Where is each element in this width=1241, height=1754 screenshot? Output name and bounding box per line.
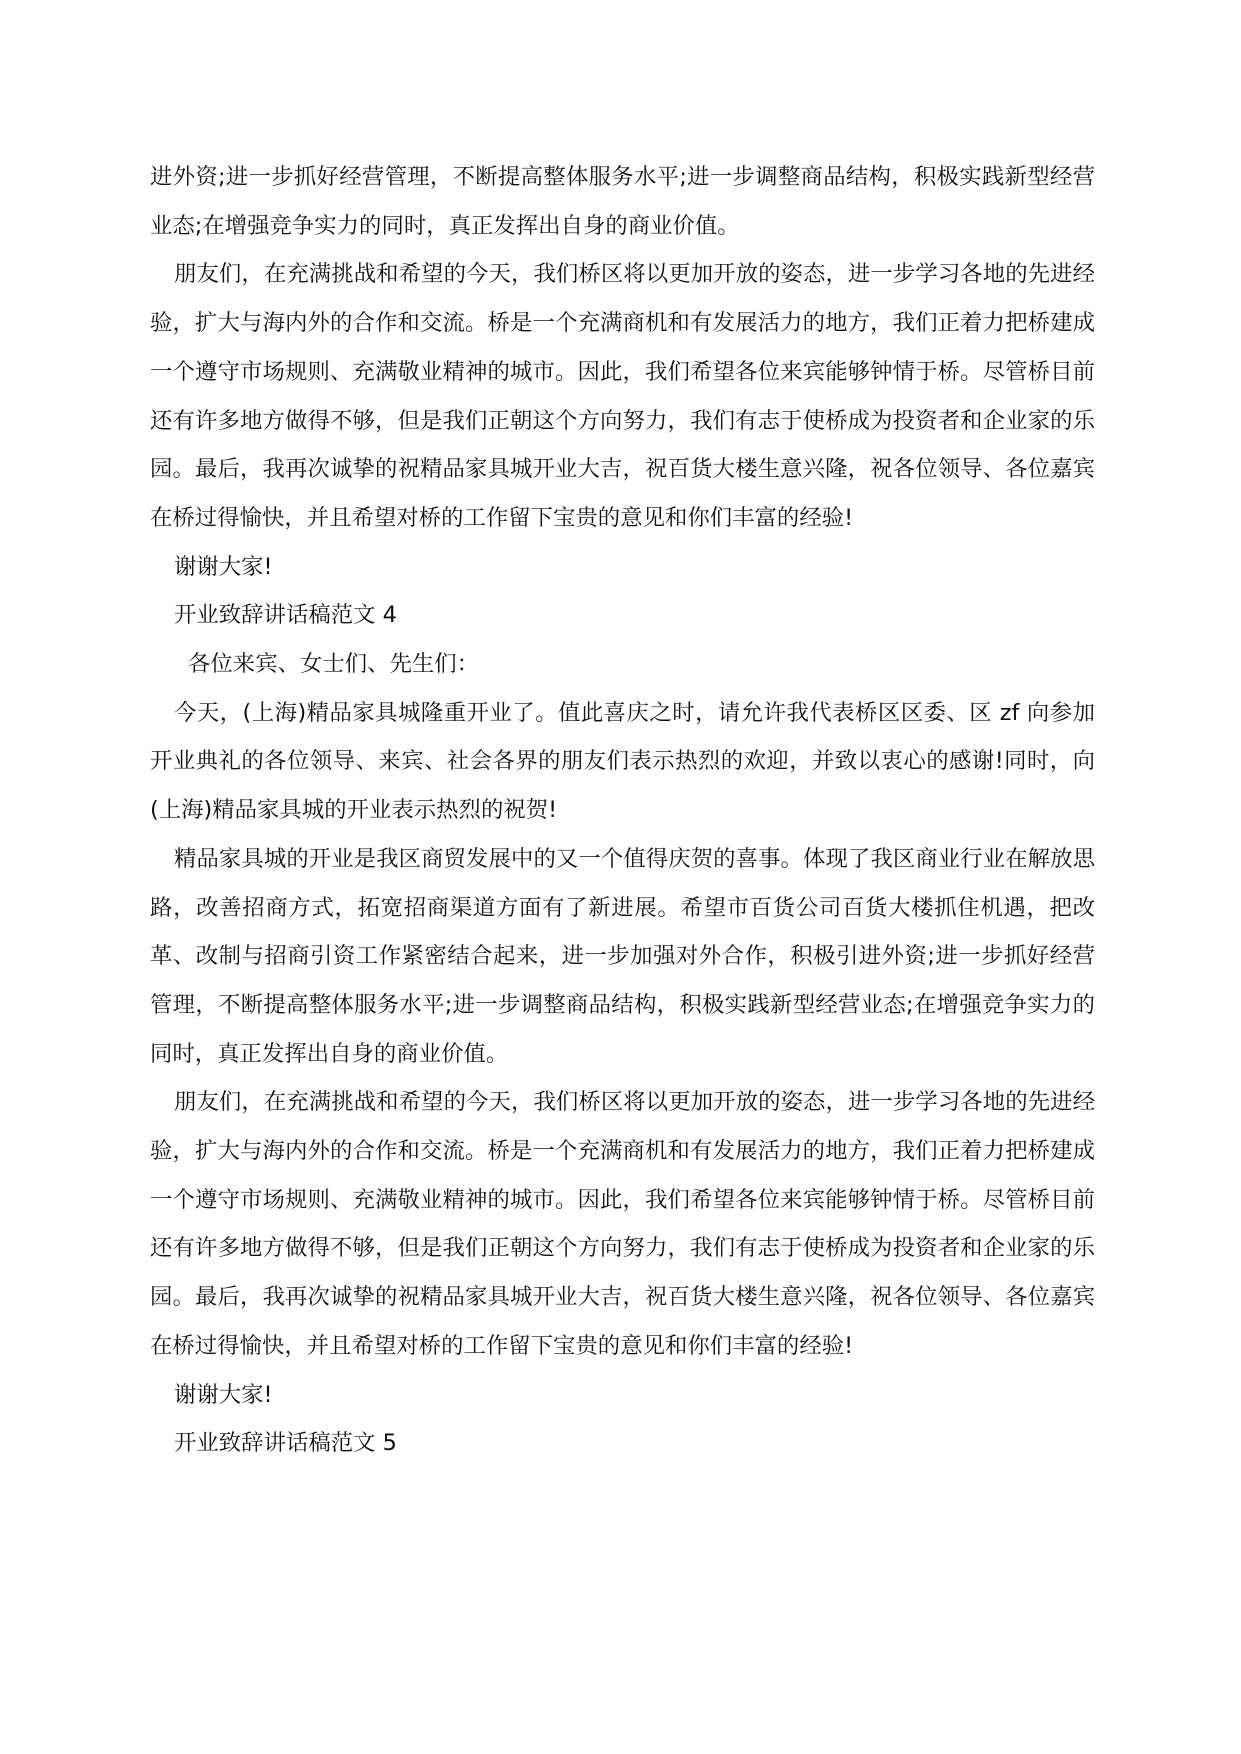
paragraph-friends-2: 朋友们，在充满挑战和希望的今天，我们桥区将以更加开放的姿态，进一步学习各地的先进经验，扩大与海内外的合作和交流。桥是一个充满商机和有发展活力的地方，我们正着力把桥建成一个遵守市场规则、充满敬业精神的城市。因此，我们希望各位来宾能够钟情于桥。尽管桥目前还有许多地方做得不够，但是我们正朝这个方向努力，我们有志于使桥成为投资者和企业家的乐园。最后，我再次诚挚的祝精品家具城开业大吉，祝百货大楼生意兴隆，祝各位领导、各位嘉宾在桥过得愉快，并且希望对桥的工作留下宝贵的意见和你们丰富的经验! xyxy=(150,1089,1095,1359)
paragraph-continuation: 进外资;进一步抓好经营管理，不断提高整体服务水平;进一步调整商品结构，积极实践新型经营业态;在增强竞争实力的同时，真正发挥出自身的商业价值。 xyxy=(150,164,1095,239)
paragraph-opening: 精品家具城的开业是我区商贸发展中的又一个值得庆贺的喜事。体现了我区商业行业在解放思路，改善招商方式，拓宽招商渠道方面有了新进展。希望市百货公司百货大楼抓住机遇，把改革、改制与招商引资工作紧密结合起来，进一步加强对外合作，积极引进外资;进一步抓好经营管理，不断提高整体服务水平;进一步调整商品结构，积极实践新型经营业态;在增强竞争实力的同时，真正发挥出自身的商业价值。 xyxy=(150,845,1095,1067)
section-heading-5: 开业致辞讲话稿范文 5 xyxy=(174,1430,397,1457)
document-page xyxy=(150,153,1095,1468)
section-heading-4: 开业致辞讲话稿范文 4 xyxy=(174,602,397,629)
paragraph-thanks: 谢谢大家! xyxy=(174,553,273,580)
paragraph-friends: 朋友们，在充满挑战和希望的今天，我们桥区将以更加开放的姿态，进一步学习各地的先进经验，扩大与海内外的合作和交流。桥是一个充满商机和有发展活力的地方，我们正着力把桥建成一个遵守市场规则、充满敬业精神的城市。因此，我们希望各位来宾能够钟情于桥。尽管桥目前还有许多地方做得不够，但是我们正朝这个方向努力，我们有志于使桥成为投资者和企业家的乐园。最后，我再次诚挚的祝精品家具城开业大吉，祝百货大楼生意兴隆，祝各位领导、各位嘉宾在桥过得愉快，并且希望对桥的工作留下宝贵的意见和你们丰富的经验! xyxy=(150,261,1095,531)
paragraph-today: 今天，(上海)精品家具城隆重开业了。值此喜庆之时，请允许我代表桥区区委、区 zf 向参加开业典礼的各位领导、来宾、社会各界的朋友们表示热烈的欢迎，并致以衷心的感谢!同时，向(上海)精品家具城的开业表示热烈的祝贺! xyxy=(150,699,1095,824)
paragraph-greeting: 各位来宾、女士们、先生们： xyxy=(188,651,480,678)
paragraph-thanks-2: 谢谢大家! xyxy=(174,1381,273,1408)
